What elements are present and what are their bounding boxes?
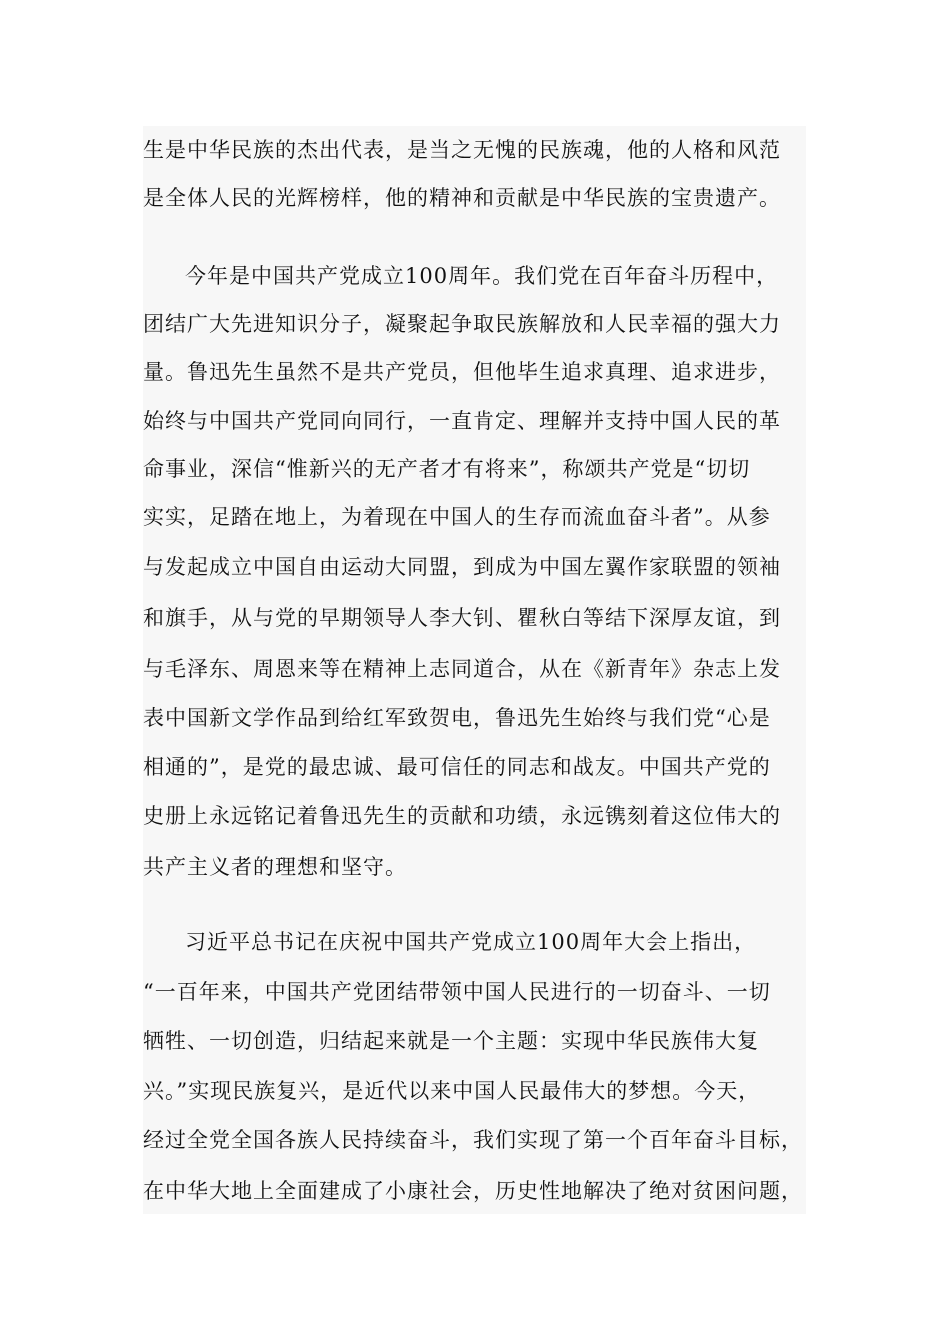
paragraph-line: 与发起成立中国自由运动大同盟，到成为中国左翼作家联盟的领袖 <box>143 555 781 579</box>
paragraph-line: 始终与中国共产党同向同行，一直肯定、理解并支持中国人民的革 <box>143 409 781 433</box>
paragraph-line: 在中华大地上全面建成了小康社会，历史性地解决了绝对贫困问题， <box>143 1179 803 1203</box>
paragraph-line: 团结广大先进知识分子，凝聚起争取民族解放和人民幸福的强大力 <box>143 312 781 336</box>
paragraph-line: 习近平总书记在庆祝中国共产党成立100周年大会上指出， <box>185 930 757 954</box>
paragraph-line: 实实，足踏在地上，为着现在中国人的生存而流血奋斗者”。从参 <box>143 505 771 529</box>
paragraph-line: “一百年来，中国共产党团结带领中国人民进行的一切奋斗、一切 <box>143 980 771 1004</box>
paragraph-line: 史册上永远铭记着鲁迅先生的贡献和功绩，永远镌刻着这位伟大的 <box>143 804 781 828</box>
paragraph-line: 与毛泽东、周恩来等在精神上志同道合，从在《新青年》杂志上发 <box>143 657 781 681</box>
paragraph-line: 兴。”实现民族复兴，是近代以来中国人民最伟大的梦想。今天， <box>143 1079 761 1103</box>
paragraph-line: 量。鲁迅先生虽然不是共产党员，但他毕生追求真理、追求进步， <box>143 360 781 384</box>
paragraph-line: 今年是中国共产党成立100周年。我们党在百年奋斗历程中， <box>185 264 779 288</box>
paragraph-line: 牺牲、一切创造，归结起来就是一个主题：实现中华民族伟大复 <box>143 1029 759 1053</box>
paragraph-line: 共产主义者的理想和坚守。 <box>143 855 407 879</box>
paragraph-line: 相通的”，是党的最忠诚、最可信任的同志和战友。中国共产党的 <box>143 755 771 779</box>
paragraph-line: 生是中华民族的杰出代表，是当之无愧的民族魂，他的人格和风范 <box>143 138 781 162</box>
paragraph-line: 命事业，深信“惟新兴的无产者才有将来”，称颂共产党是“切切 <box>143 457 751 481</box>
paragraph-line: 是全体人民的光辉榜样，他的精神和贡献是中华民族的宝贵遗产。 <box>143 186 781 210</box>
paragraph-line: 表中国新文学作品到给红军致贺电，鲁迅先生始终与我们党“心是 <box>143 706 771 730</box>
paragraph-line: 经过全党全国各族人民持续奋斗，我们实现了第一个百年奋斗目标， <box>143 1128 803 1152</box>
paragraph-line: 和旗手，从与党的早期领导人李大钊、瞿秋白等结下深厚友谊，到 <box>143 606 781 630</box>
